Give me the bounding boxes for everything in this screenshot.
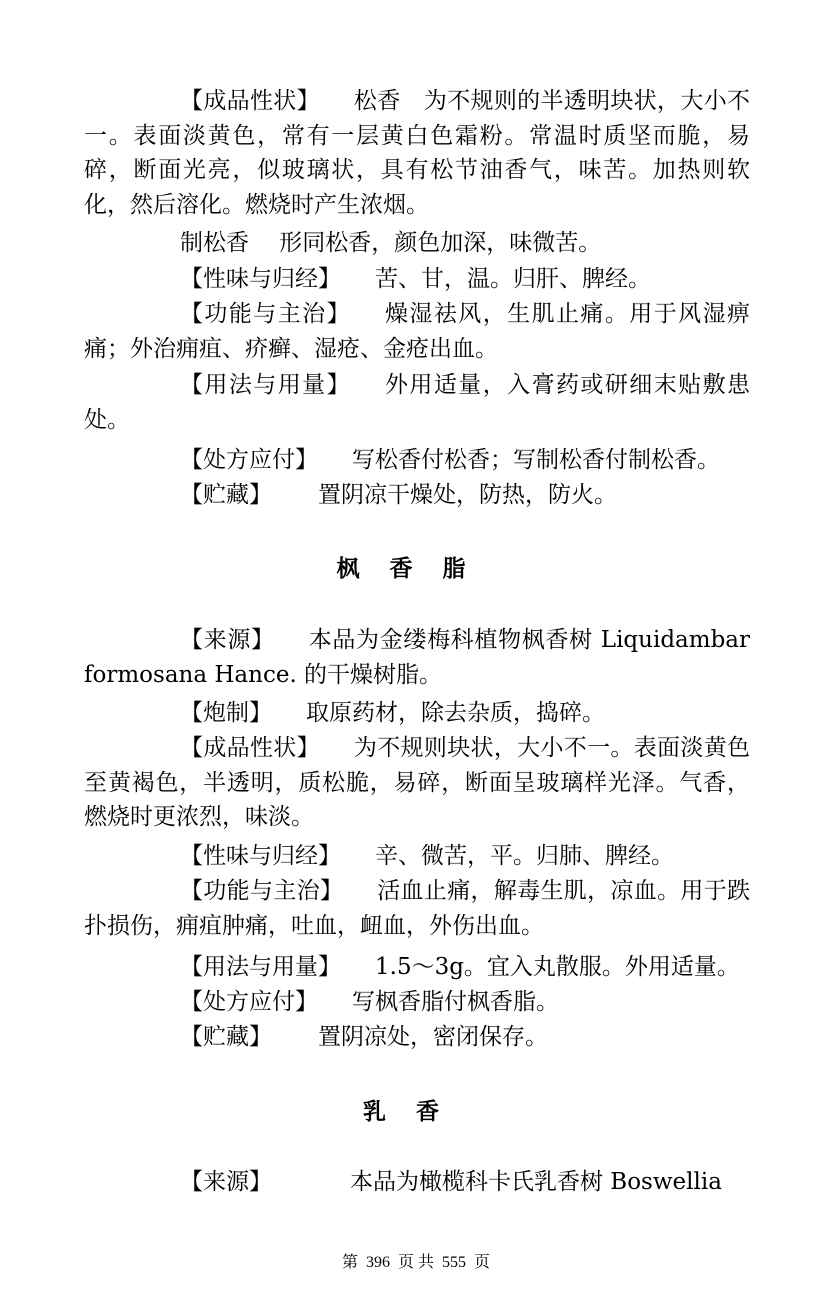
paragraph-prescription xyxy=(84,443,750,478)
footer-total-pages: 555 xyxy=(442,1254,466,1271)
text-processing: 取原药材，除去杂质，捣碎。 xyxy=(306,700,605,726)
label-appearance-2: 【成品性状】 xyxy=(180,735,320,761)
paragraph-storage-2 xyxy=(84,1020,750,1055)
paragraph-source xyxy=(84,623,750,692)
text-usage: 外用适量，入膏药或研细末贴敷患处。 xyxy=(84,372,751,433)
label-function: 【功能与主治】 xyxy=(180,301,351,327)
label-nature: 【性味与归经】 xyxy=(180,266,341,292)
paragraph-storage xyxy=(84,478,750,513)
paragraph-processing xyxy=(84,696,750,731)
section-title-ruxiang: 乳香 xyxy=(363,1098,469,1125)
paragraph-function xyxy=(84,297,750,366)
label-processing: 【炮制】 xyxy=(180,700,272,726)
label-usage-2: 【用法与用量】 xyxy=(180,954,341,980)
text-processed: 制松香 形同松香，颜色加深，味微苦。 xyxy=(180,230,602,256)
paragraph-prescription-2 xyxy=(84,985,750,1020)
text-appearance: 松香 为不规则的半透明块状，大小不一。表面淡黄色，常有一层黄白色霜粉。常温时质坚而脆，易碎，断面光亮，似玻璃状，具有松节油香气，味苦。加热则软化，然后溶化。燃烧时产生浓烟。 xyxy=(84,88,751,218)
label-nature-2: 【性味与归经】 xyxy=(180,843,341,869)
footer-page-number: 396 xyxy=(365,1254,390,1271)
paragraph-usage xyxy=(84,368,750,437)
text-source-3: 本品为橄榄科卡氏乳香树 Boswellia xyxy=(350,1169,722,1195)
paragraph-function-2 xyxy=(84,874,750,943)
label-source-3: 【来源】 xyxy=(180,1169,272,1195)
text-appearance-2: 为不规则块状，大小不一。表面淡黄色至黄褐色，半透明，质松脆，易碎，断面呈玻璃样光泽。气香，燃烧时更浓烈，味淡。 xyxy=(84,735,751,830)
label-source: 【来源】 xyxy=(180,627,275,653)
paragraph-appearance xyxy=(84,84,750,222)
text-prescription: 写松香付松香；写制松香付制松香。 xyxy=(352,447,720,473)
section-title-fengxiangzhi: 枫香脂 xyxy=(336,555,496,582)
page-footer xyxy=(0,1253,832,1273)
label-prescription-2: 【处方应付】 xyxy=(180,989,318,1015)
text-source: 本品为金缕梅科植物枫香树 Liquidambar formosana Hance. 的干燥树脂。 xyxy=(84,627,750,688)
paragraph-usage-2 xyxy=(84,950,750,985)
label-storage: 【贮藏】 xyxy=(180,482,272,508)
text-nature-2: 辛、微苦，平。归肺、脾经。 xyxy=(375,843,674,869)
text-storage-2: 置阴凉处，密闭保存。 xyxy=(318,1024,548,1050)
text-prescription-2: 写枫香脂付枫香脂。 xyxy=(352,989,559,1015)
label-storage-2: 【贮藏】 xyxy=(180,1024,272,1050)
footer-prefix: 第 xyxy=(341,1254,358,1271)
text-usage-2: 1.5～3g。宜入丸散服。外用适量。 xyxy=(375,954,740,980)
label-appearance: 【成品性状】 xyxy=(180,88,320,114)
paragraph-source-3 xyxy=(84,1165,750,1200)
text-storage: 置阴凉干燥处，防热，防火。 xyxy=(318,482,617,508)
label-usage: 【用法与用量】 xyxy=(180,372,351,398)
text-function-2: 活血止痛，解毒生肌，凉血。用于跌扑损伤，痈疽肿痛，吐血，衄血，外伤出血。 xyxy=(84,878,751,939)
paragraph-nature-2 xyxy=(84,839,750,874)
paragraph-nature xyxy=(84,262,750,297)
footer-suffix: 页 xyxy=(474,1254,491,1271)
text-nature: 苦、甘，温。归肝、脾经。 xyxy=(375,266,651,292)
text-function: 燥湿祛风，生肌止痛。用于风湿痹痛；外治痈疽、疥癣、湿疮、金疮出血。 xyxy=(84,301,751,362)
paragraph-appearance-2 xyxy=(84,731,750,835)
label-prescription: 【处方应付】 xyxy=(180,447,318,473)
footer-middle: 页 共 xyxy=(397,1254,434,1271)
label-function-2: 【功能与主治】 xyxy=(180,878,344,904)
paragraph-processed xyxy=(84,226,750,261)
